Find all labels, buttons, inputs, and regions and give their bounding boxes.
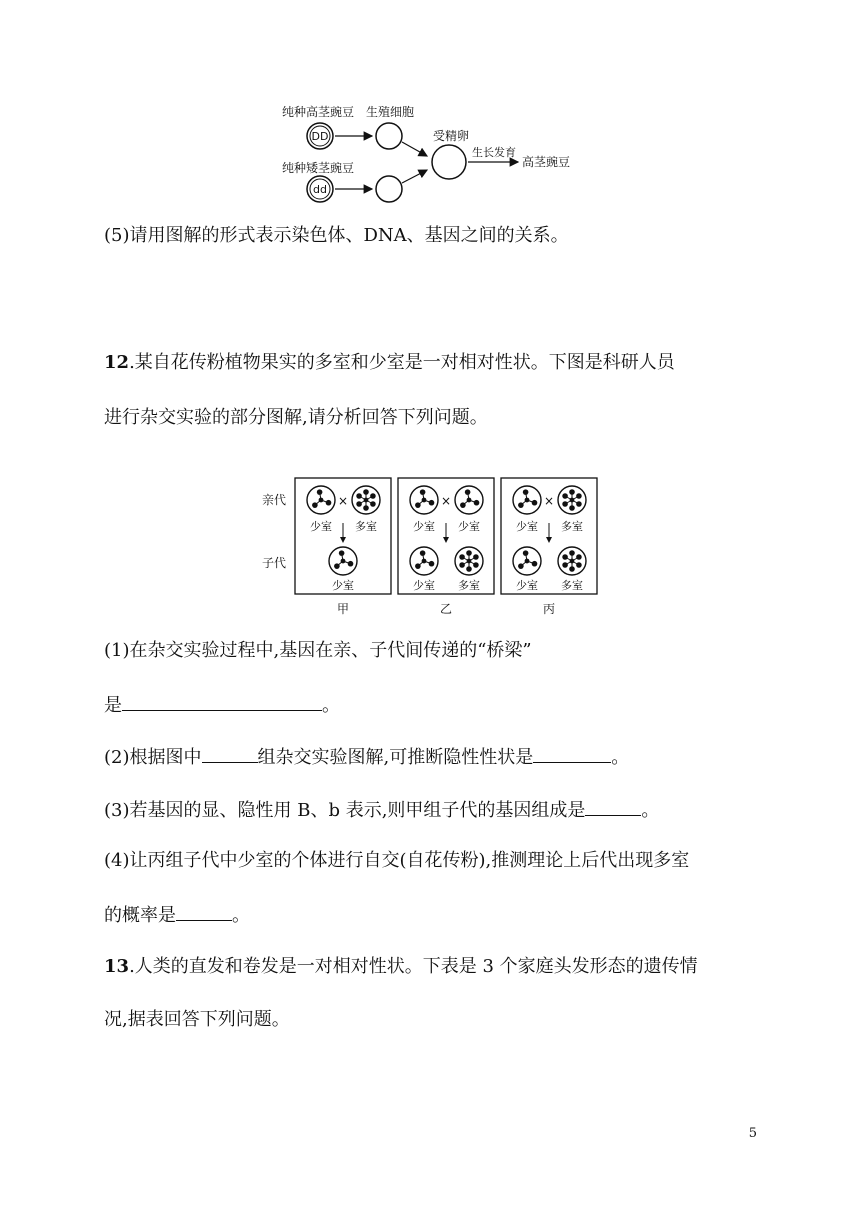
fruit-less-icon xyxy=(513,547,541,575)
fruit-less-icon xyxy=(513,486,541,514)
fruit-less-icon xyxy=(410,486,438,514)
pea-cross-diagram xyxy=(280,100,580,210)
label-tall-pure: 纯种高茎豌豆 xyxy=(282,105,355,119)
jia-parent-multi: 多室 xyxy=(355,520,377,533)
q13-intro-line2: 况,据表回答下列问题。 xyxy=(104,1009,290,1030)
fruit-less-icon xyxy=(329,547,357,575)
q12-p1-line2: 是 。 xyxy=(104,692,340,718)
q12-p4-line1: (4)让丙组子代中少室的个体进行自交(自花传粉),推测理论上后代出现多室 xyxy=(104,850,690,871)
answer-blank-3[interactable] xyxy=(533,744,611,763)
fruit-multi-icon xyxy=(352,486,380,514)
fruit-less-icon xyxy=(307,486,335,514)
label-zygote: 受精卵 xyxy=(433,129,470,143)
q12-p4-line2: 的概率是 。 xyxy=(104,902,250,928)
q13-number: 13 xyxy=(104,956,130,977)
answer-blank-2[interactable] xyxy=(202,744,258,763)
jia-parent-less: 少室 xyxy=(310,520,332,533)
bing-parent-multi: 多室 xyxy=(561,520,583,533)
label-result: 高茎豌豆 xyxy=(522,155,571,169)
page-number: 5 xyxy=(748,1126,757,1141)
zygote-circle xyxy=(432,145,466,179)
cross-sign: × xyxy=(543,494,555,508)
cross-sign: × xyxy=(440,494,452,508)
yi-parent-less-2: 少室 xyxy=(458,520,480,533)
label-growth: 生长发育 xyxy=(472,146,516,159)
fruit-multi-icon xyxy=(558,547,586,575)
gene-DD: DD xyxy=(311,130,329,143)
answer-blank-5[interactable] xyxy=(176,902,232,921)
q13-intro-line1: 13.人类的直发和卷发是一对相对性状。下表是 3 个家庭头发形态的遗传情 xyxy=(104,956,698,977)
q12-p2: (2)根据图中 组杂交实验图解,可推断隐性性状是 。 xyxy=(104,744,629,770)
fruit-less-icon xyxy=(410,547,438,575)
cross-sign: × xyxy=(337,494,349,508)
gene-dd: dd xyxy=(313,183,327,196)
answer-blank-4[interactable] xyxy=(585,797,641,816)
row-parent-label: 亲代 xyxy=(262,493,287,507)
fruit-multi-icon xyxy=(558,486,586,514)
fruit-multi-icon xyxy=(455,547,483,575)
yi-child-less: 少室 xyxy=(413,579,435,592)
bing-child-multi: 多室 xyxy=(561,579,583,592)
label-dwarf-pure: 纯种矮茎豌豆 xyxy=(282,161,355,175)
yi-parent-less-1: 少室 xyxy=(413,520,435,533)
answer-blank-1[interactable] xyxy=(122,692,322,711)
fruit-cross-diagram xyxy=(258,475,603,620)
yi-child-multi: 多室 xyxy=(458,579,480,592)
row-child-label: 子代 xyxy=(262,556,287,570)
jia-child-less: 少室 xyxy=(332,579,354,592)
q11-part5: (5)请用图解的形式表示染色体、DNA、基因之间的关系。 xyxy=(104,225,569,246)
q12-p1-line1: (1)在杂交实验过程中,基因在亲、子代间传递的“桥梁” xyxy=(104,640,532,661)
germ-cell-top xyxy=(376,123,402,149)
q12-p3: (3)若基因的显、隐性用 B、b 表示,则甲组子代的基因组成是 。 xyxy=(104,797,659,823)
bing-child-less: 少室 xyxy=(516,579,538,592)
germ-cell-bottom xyxy=(376,176,402,202)
label-germ-cell: 生殖细胞 xyxy=(366,105,415,119)
bing-parent-less: 少室 xyxy=(516,520,538,533)
group-yi-label: 乙 xyxy=(439,602,453,616)
group-bing-label: 丙 xyxy=(542,602,556,616)
group-jia-label: 甲 xyxy=(336,602,350,616)
fruit-less-icon xyxy=(455,486,483,514)
q12-intro-line2: 进行杂交实验的部分图解,请分析回答下列问题。 xyxy=(104,407,488,428)
q12-number: 12 xyxy=(104,352,130,373)
q12-intro-line1: 12.某自花传粉植物果实的多室和少室是一对相对性状。下图是科研人员 xyxy=(104,352,675,373)
